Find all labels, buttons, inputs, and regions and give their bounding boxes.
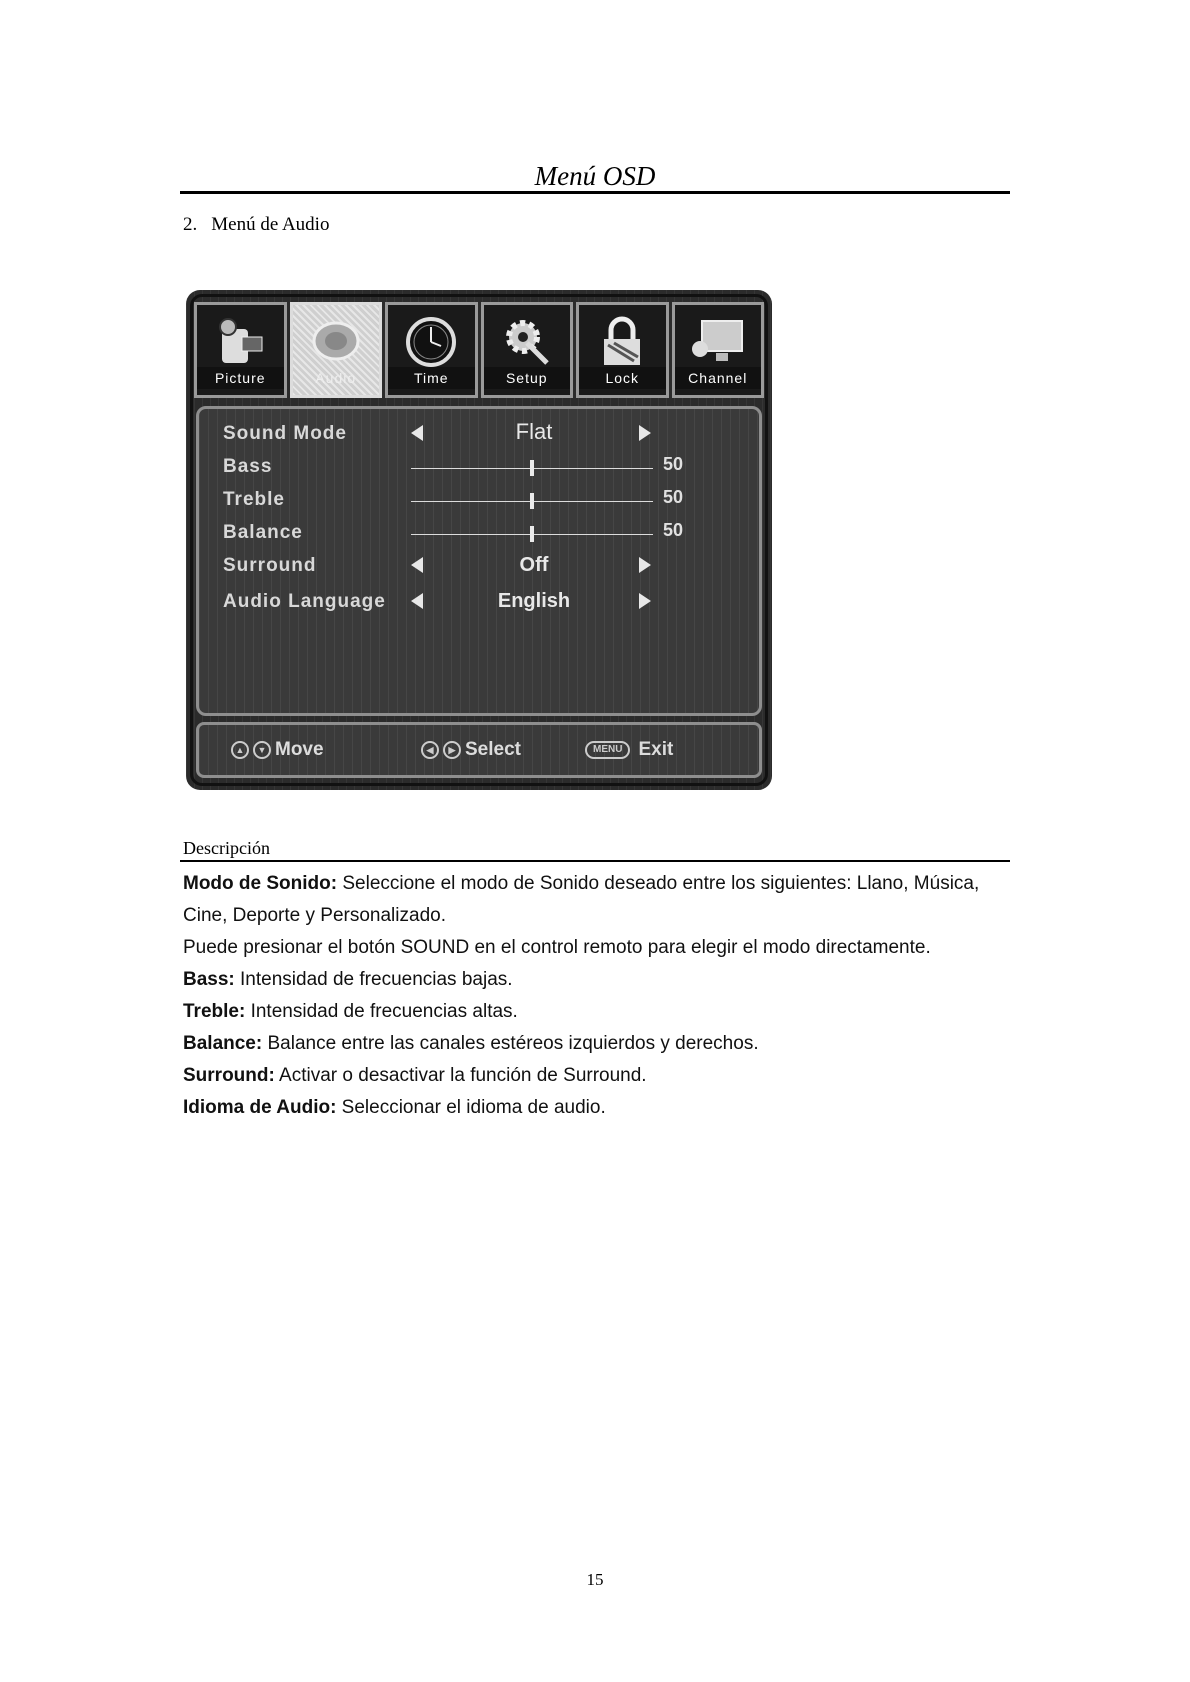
bass-slider-thumb[interactable] (530, 460, 534, 476)
down-arrow-icon: ▼ (253, 741, 271, 759)
select-hint (421, 739, 521, 761)
balance-slider-thumb[interactable] (530, 526, 534, 542)
treble-value: 50 (663, 487, 684, 507)
description-paragraph: Treble: Intensidad de frecuencias altas. (183, 1001, 518, 1022)
row-audio-language[interactable] (199, 587, 759, 619)
bass-label: Bass (223, 456, 273, 477)
treble-slider-thumb[interactable] (530, 493, 534, 509)
tab-setup[interactable] (481, 302, 574, 398)
left-arrow-icon: ◀ (421, 741, 439, 759)
arrow-left-icon[interactable] (411, 593, 423, 609)
lock-icon (594, 315, 650, 369)
surround-value: Off (519, 554, 549, 576)
description-heading: Descripción (183, 838, 270, 858)
clock-icon (403, 315, 459, 369)
osd-footer-bar (196, 722, 762, 778)
audio-language-label: Audio Language (223, 591, 386, 612)
tab-time[interactable] (385, 302, 478, 398)
audio-icon (308, 315, 364, 369)
description-paragraph: Surround: Activar o desactivar la función de Surround. (183, 1065, 647, 1086)
arrow-right-icon[interactable] (639, 557, 651, 573)
tab-picture[interactable] (194, 302, 287, 398)
tab-label: Picture (197, 367, 284, 389)
arrow-right-icon[interactable] (639, 425, 651, 441)
section-number: 2. (183, 214, 198, 235)
page-header-title: Menú OSD (534, 161, 656, 191)
arrow-left-icon[interactable] (411, 425, 423, 441)
move-label: Move (275, 739, 324, 760)
osd-tab-bar (194, 302, 764, 398)
section-title: Menú de Audio (211, 214, 330, 235)
arrow-right-icon[interactable] (639, 593, 651, 609)
audio-settings-panel (196, 406, 762, 716)
row-balance[interactable] (199, 518, 759, 550)
tab-channel[interactable] (672, 302, 765, 398)
select-label: Select (465, 739, 521, 760)
audio-language-value: English (497, 590, 571, 612)
bass-value: 50 (663, 454, 684, 474)
header-rule (180, 191, 1010, 194)
description-paragraph: Bass: Intensidad de frecuencias bajas. (183, 969, 513, 990)
description-rule (180, 860, 1010, 862)
balance-label: Balance (223, 522, 303, 543)
tab-label: Setup (484, 367, 571, 389)
arrow-left-icon[interactable] (411, 557, 423, 573)
balance-value: 50 (663, 520, 684, 540)
menu-key-icon: MENU (585, 741, 630, 759)
tab-audio[interactable] (290, 302, 383, 398)
section-heading (183, 214, 329, 236)
exit-label: Exit (638, 739, 674, 760)
sound-mode-label: Sound Mode (223, 423, 347, 444)
gear-icon (499, 315, 555, 369)
tab-label: Audio (315, 370, 357, 386)
row-bass[interactable] (199, 452, 759, 484)
exit-hint (585, 739, 673, 761)
up-arrow-icon: ▲ (231, 741, 249, 759)
description-paragraph: Idioma de Audio: Seleccionar el idioma de audio. (183, 1097, 606, 1118)
tab-lock[interactable] (576, 302, 669, 398)
tab-label: Lock (579, 367, 666, 389)
tab-label: Channel (675, 367, 762, 389)
right-arrow-icon: ▶ (443, 741, 461, 759)
row-treble[interactable] (199, 485, 759, 517)
monitor-icon (690, 315, 746, 369)
treble-label: Treble (223, 489, 285, 510)
tab-label: Time (388, 367, 475, 389)
row-sound-mode[interactable] (199, 419, 759, 451)
page-number: 15 (586, 1570, 604, 1589)
description-paragraph: Balance: Balance entre las canales estéreos izquierdos y derechos. (183, 1033, 759, 1054)
osd-audio-menu-screenshot (186, 290, 772, 790)
sound-mode-value: Flat (515, 419, 553, 444)
description-paragraph: Puede presionar el botón SOUND en el control remoto para elegir el modo directamente. (183, 937, 931, 958)
description-body (183, 868, 1023, 1124)
row-surround[interactable] (199, 551, 759, 583)
description-paragraph: Modo de Sonido: Seleccione el modo de Sonido deseado entre los siguientes: Llano, Música, Cine, Deporte y Personalizado. (183, 873, 980, 926)
move-hint (231, 739, 324, 761)
surround-label: Surround (223, 555, 317, 576)
camera-icon (212, 315, 268, 369)
